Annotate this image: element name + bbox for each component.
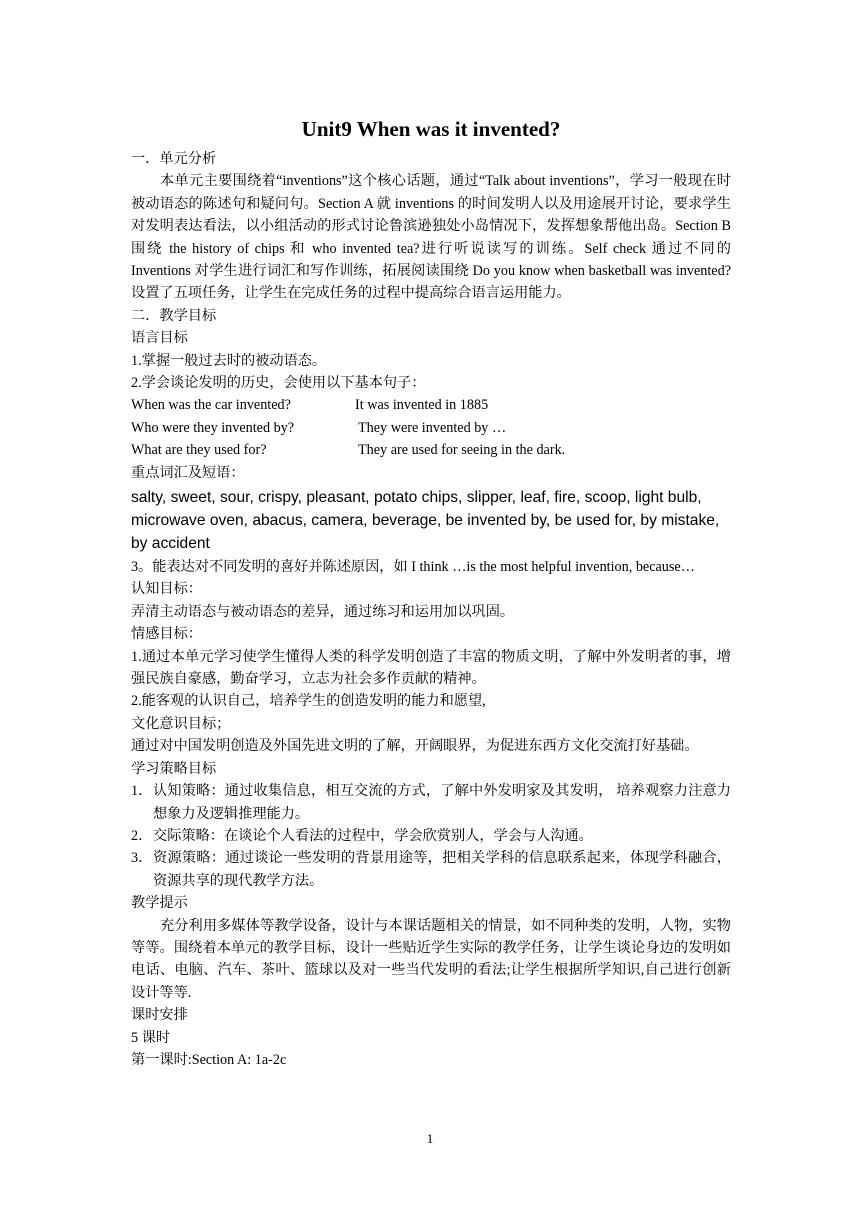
strategy-number: 1． — [131, 783, 153, 800]
teaching-tips-heading: 教学提示 — [131, 895, 188, 912]
schedule-count: 5 课时 — [131, 1029, 171, 1046]
schedule-first-lesson: 第一课时:Section A: 1a-2c — [131, 1051, 287, 1068]
strategy-item — [131, 847, 731, 892]
sentence-pair — [131, 439, 731, 461]
sentence-answer: It was invented in 1885 — [355, 397, 489, 414]
strategy-text: 认知策略：通过收集信息，相互交流的方式，了解中外发明家及其发明， 培养观察力注意力想象力及逻辑推理能力。 — [153, 783, 731, 822]
section-heading-teaching-goals: 二．教学目标 — [131, 307, 217, 324]
culture-goals-heading: 文化意识目标； — [131, 715, 231, 732]
strategy-number: 2． — [131, 827, 153, 844]
goal-item-2: 2.学会谈论发明的历史，会使用以下基本句子： — [131, 375, 426, 392]
sentence-question: When was the car invented? — [131, 397, 291, 414]
strategy-text: 交际策略：在谈论个人看法的过程中，学会欣赏别人，学会与人沟通。 — [153, 827, 593, 844]
sentence-question: What are they used for? — [131, 442, 267, 459]
goal-item-1: 1.掌握一般过去时的被动语态。 — [131, 352, 327, 369]
strategy-goals-heading: 学习策略目标 — [131, 760, 217, 777]
language-goals-heading: 语言目标 — [131, 330, 188, 347]
section-heading-unit-analysis: 一．单元分析 — [131, 151, 217, 167]
sentence-answer: They are used for seeing in the dark. — [358, 442, 566, 459]
goal-item-3: 3。能表达对不同发明的喜好并陈述原因，如 I think …is the most helpful invention, because… — [131, 559, 695, 576]
cognitive-goals-heading: 认知目标： — [131, 581, 202, 598]
document-body — [131, 116, 731, 1071]
strategy-item — [131, 825, 731, 847]
emotional-goals-heading: 情感目标： — [131, 626, 202, 643]
document-title: Unit9 When was it invented? — [301, 117, 561, 141]
emotional-goal-2: 2.能客观的认识自己，培养学生的创造发明的能力和愿望, — [131, 693, 486, 710]
strategy-text: 资源策略：通过谈论一些发明的背景用途等，把相关学科的信息联系起来，体现学科融合，资源共享的现代教学方法。 — [153, 850, 731, 889]
strategy-item — [131, 780, 731, 825]
teaching-tips-paragraph: 充分利用多媒体等教学设备，设计与本课话题相关的情景，如不同种类的发明，人物，实物等等。围绕着本单元的教学目标，设计一些贴近学生实际的教学任务，让学生谈论身边的发明如电话、电脑、汽车、茶叶、篮球以及对一些当代发明的看法;让学生根据所学知识,自己进行创新设计等等. — [131, 917, 731, 1001]
culture-goals-text: 通过对中国发明创造及外国先进文明的了解，开阔眼界，为促进东西方文化交流打好基础。 — [131, 738, 699, 755]
vocab-heading: 重点词汇及短语： — [131, 464, 245, 481]
page-number: 1 — [426, 1131, 434, 1146]
sentence-pair — [131, 394, 731, 416]
vocab-list: salty, sweet, sour, crispy, pleasant, potato chips, slipper, leaf, fire, scoop, light bulb, microwave oven, abacus, camera, beverage, be invented by, be used for, by mistake, by accident — [131, 489, 720, 553]
unit-analysis-paragraph: 本单元主要围绕着“inventions”这个核心话题，通过“Talk about inventions”，学习一般现在时被动语态的陈述句和疑问句。Section A 就 inventions 的时间发明人以及用途展开讨论，要求学生对发明表达看法，以小组活动的形式讨论鲁滨逊独处小岛情况下，发挥想象帮他出岛。Section B 围绕 the history of chips 和 who invented tea?进行听说读写的训练。Self check 通过不同的 Inventions 对学生进行词汇和写作训练，拓展阅读围绕 Do you know when basketball was invented?设置了五项任务，让学生在完成任务的过程中提高综合语言运用能力。 — [131, 173, 731, 302]
emotional-goal-1: 1.通过本单元学习使学生懂得人类的科学发明创造了丰富的物质文明，了解中外发明者的事，增强民族自豪感，勤奋学习，立志为社会多作贡献的精神。 — [131, 648, 731, 688]
sentence-pair — [131, 417, 731, 439]
schedule-heading: 课时安排 — [131, 1007, 188, 1024]
cognitive-goals-text: 弄清主动语态与被动语态的差异，通过练习和运用加以巩固。 — [131, 603, 515, 620]
sentence-question: Who were they invented by? — [131, 419, 295, 436]
sentence-answer: They were invented by … — [358, 419, 507, 436]
strategy-number: 3． — [131, 850, 153, 867]
